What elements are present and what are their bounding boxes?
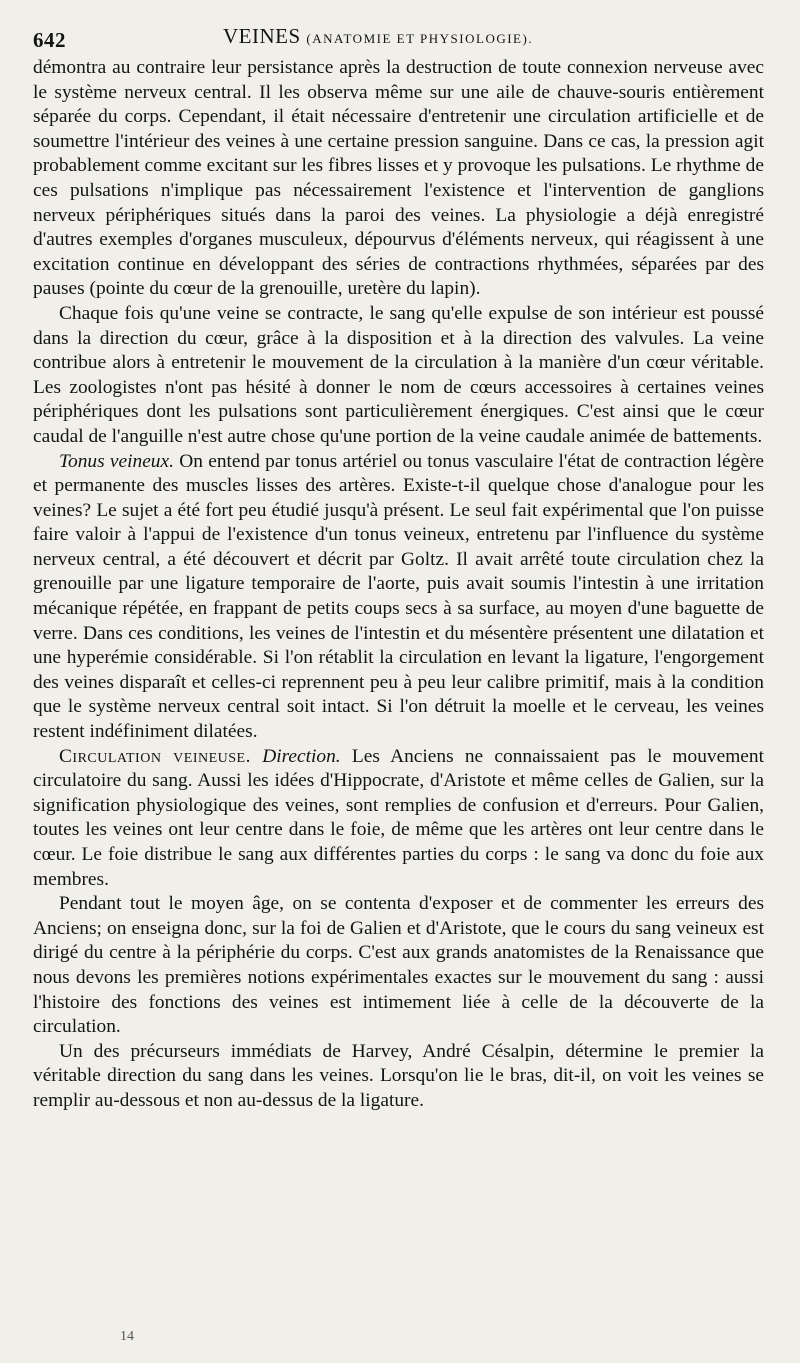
running-head-subtitle: (ANATOMIE ET PHYSIOLOGIE). xyxy=(306,31,534,46)
section-heading-tonus: Tonus veineux. xyxy=(59,450,174,472)
page-footer xyxy=(0,1323,800,1363)
paragraph-4 xyxy=(33,745,764,893)
paragraph-2: Chaque fois qu'une veine se contracte, le sang qu'elle expulse de son intérieur est poussé dans la direction du cœur, grâce à la disposition et à la direction des valvules. La veine contribue alors à entretenir le mouvement de la circulation à la manière d'un cœur véritable. Les zoologistes n'ont pas hésité à donner le nom de cœurs accessoires à certaines veines périphériques dont les pulsations sont particulièrement énergiques. C'est ainsi que le cœur caudal de l'anguille n'est autre chose qu'une portion de la veine caudale animée de battements. xyxy=(33,302,764,447)
paragraph-1: démontra au contraire leur persistance après la destruction de toute connexion nerveuse avec le système nerveux central. Il les observa même sur une aile de chauve-souris entièrement séparée du corps. Cependant, il était nécessaire d'entretenir une circulation artificielle et de soumettre l'intérieur des veines à une certaine pression sanguine. Dans ce cas, la pression agit probablement comme excitant sur les fibres lisses et y provoque les pulsations. Le rhythme de ces pulsations n'implique pas nécessairement l'existence et l'intervention de ganglions nerveux périphériques situés dans la paroi des veines. La physiologie a déjà enregistré d'autres exemples d'organes musculeux, dépourvus d'éléments nerveux, qui réagissent à une excitation continue en développant des séries de contractions rhythmées, séparées par des pauses (pointe du cœur de la grenouille, uretère du lapin). xyxy=(33,57,764,300)
section-heading-direction: Direction. xyxy=(262,745,341,767)
paragraph-6: Un des précurseurs immédiats de Harvey, André Césalpin, détermine le premier la véritable direction du sang dans les veines. Lorsqu'on lie le bras, dit-il, on voit les veines se remplir au-dessous et non au-dessus de la ligature. xyxy=(33,1040,764,1111)
body-text xyxy=(33,56,764,1114)
paragraph-3-text: On entend par tonus artériel ou tonus vasculaire l'état de contraction légère et permanente des muscles lisses des artères. Existe-t-il quelque chose d'analogue pour les veines? Le sujet a été fort peu étudié jusqu'à présent. Le seul fait expérimental que l'on puisse faire valoir à l'appui de l'existence d'un tonus veineux, entretenu par l'influence du système nerveux central, a été découvert et décrit par Goltz. Il avait arrêté toute circulation chez la grenouille par une ligature temporaire de l'aorte, puis avait soumis l'intestin à une irritation mécanique répétée, en frappant de petits coups secs à sa surface, au moyen d'une baguette de verre. Dans ces conditions, les veines de l'intestin et du mésentère présentent une dilatation et une hyperémie considérable. Si l'on rétablit la circulation en levant la ligature, l'engorgement des veines disparaît et celles-ci reprennent peu à peu leur calibre primitif, mais à la condition que le système nerveux central soit intact. Si l'on détruit la moelle et le cerveau, les veines restent indéfiniment dilatées. xyxy=(33,450,765,743)
paragraph-3 xyxy=(33,450,764,745)
paragraph-5: Pendant tout le moyen âge, on se contenta d'exposer et de commenter les erreurs des Anciens; on enseigna donc, sur la foi de Galien et d'Aristote, que le cours du sang veineux est dirigé du centre à la périphérie du corps. C'est aux grands anatomistes de la Renaissance que nous devons les premières notions expérimentales exactes sur le mouvement du sang : aussi l'histoire des fonctions des veines est intimement liée à celle de la découverte de la circulation. xyxy=(33,893,764,1038)
page-header xyxy=(33,22,764,56)
signature-mark: 14 xyxy=(120,1329,134,1344)
paragraph-4-text: Les Anciens ne connaissaient pas le mouvement circulatoire du sang. Aussi les idées d'Hippocrate, d'Aristote et même celles de Galien, sur la signification physiologique des veines, sont remplies de confusion et d'erreurs. Pour Galien, toutes les veines ont leur centre dans le foie, de même que les artères ont leur centre dans le cœur. Le foie distribue le sang aux différentes parties du corps : le sang va donc du foie aux membres. xyxy=(33,745,764,890)
section-title-circulation: Circulation veineuse. xyxy=(59,745,251,767)
page-number: 642 xyxy=(33,28,66,52)
running-head xyxy=(223,24,533,49)
running-head-title: VEINES xyxy=(223,24,301,48)
